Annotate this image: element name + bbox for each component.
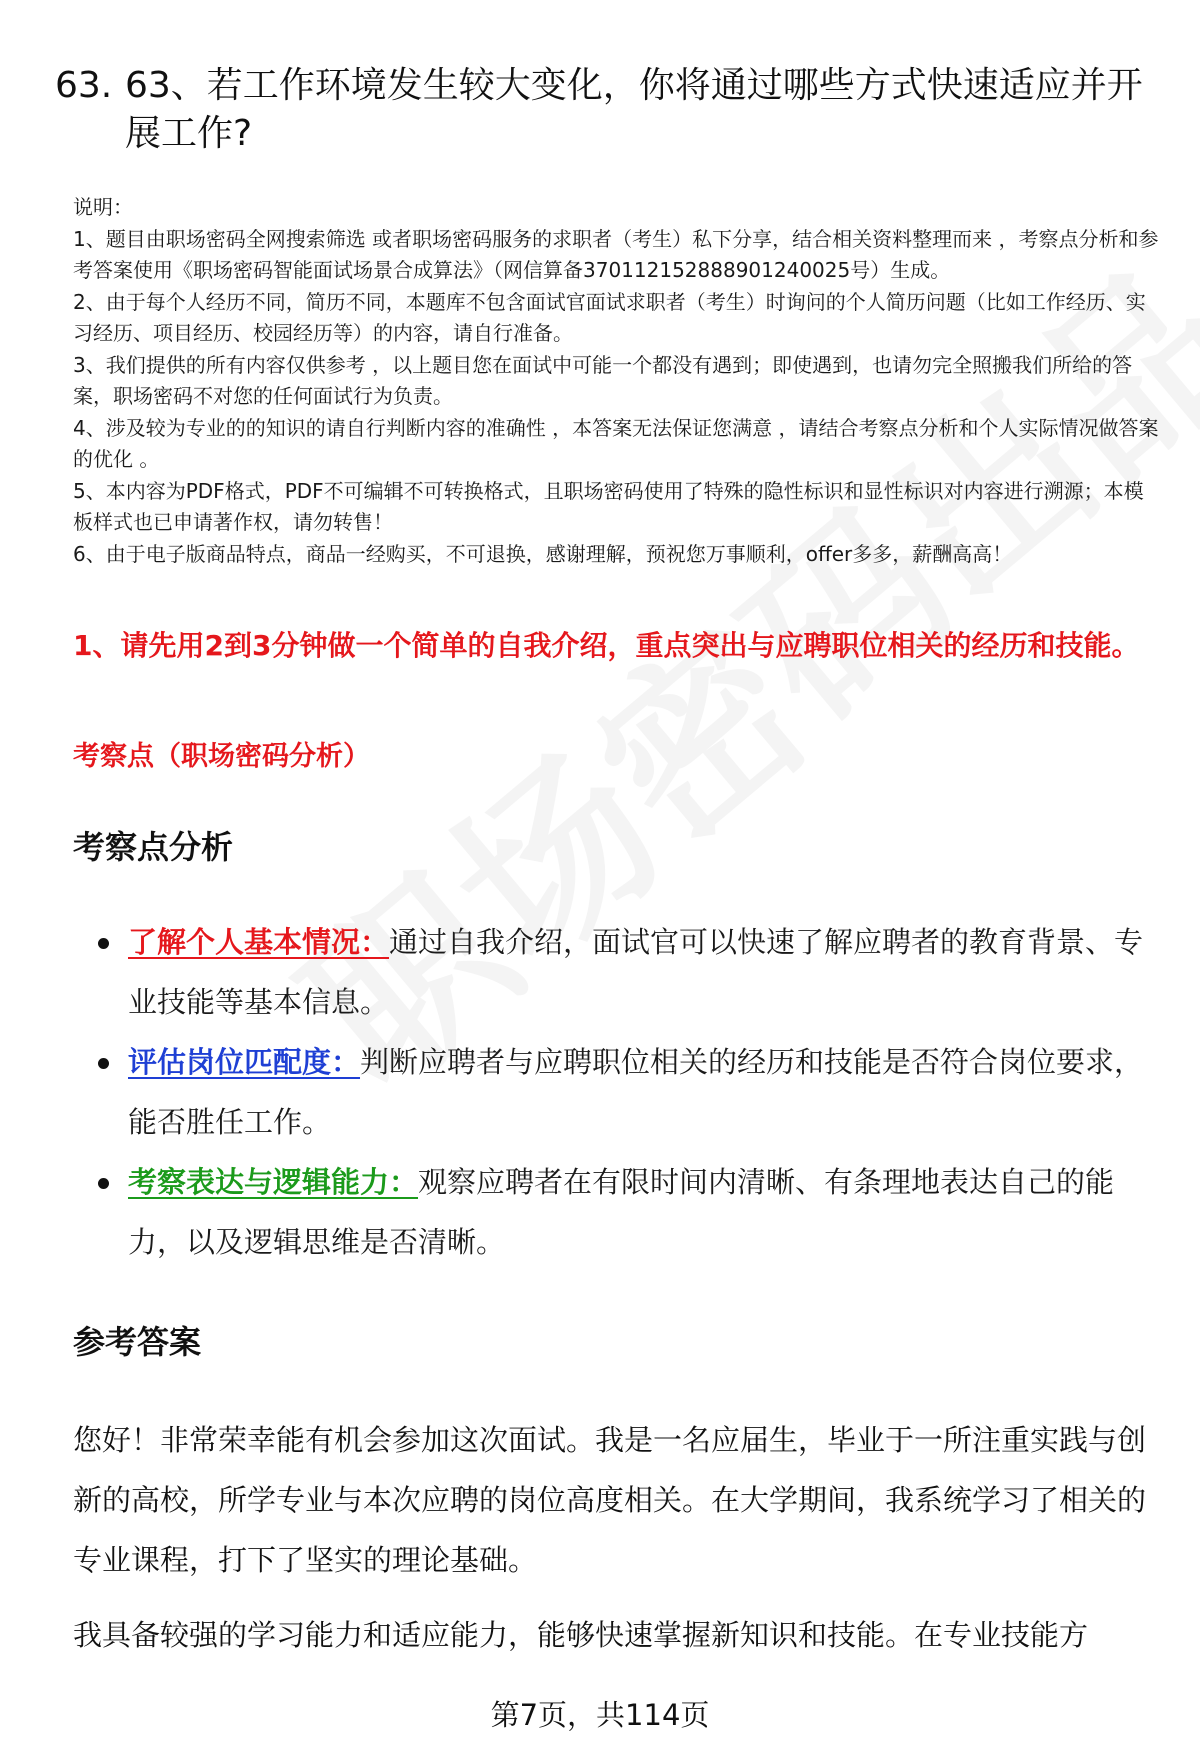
notes-title: 说明： [73,195,133,219]
bullet-term: 考察表达与逻辑能力： [128,1165,419,1199]
list-item [98,912,1158,1032]
bullet-icon [98,938,109,949]
question-text: 63、若工作环境发生较大变化，你将通过哪些方式快速适应并开展工作? [125,65,1143,154]
list-item [98,1032,1158,1152]
bullet-text: 观察应聘者在有限时间内清晰、有条理地表达自己的能力，以及逻辑思维是否清晰。 [128,1165,1115,1259]
note-item: 3、我们提供的所有内容仅供参考 ，以上题目您在面试中可能一个都没有遇到；即使遇到，也请勿完全照搬我们所给的答案，职场密码不对您的任何面试行为负责。 [73,352,1133,408]
note-item: 6、由于电子版商品特点，商品一经购买，不可退换，感谢理解，预祝您万事顺利，offer多多，薪酬高高！ [73,541,1013,566]
bullet-term: 评估岗位匹配度： [128,1045,361,1079]
note-item: 4、涉及较为专业的的知识的请自行判断内容的准确性 ，本答案无法保证您满意 ，请结合考察点分析和个人实际情况做答案的优化 。 [73,415,1159,471]
page-footer: 第7页，共114页 [490,1698,710,1732]
kaochadian-label: 考察点（职场密码分析） [73,741,370,772]
note-item: 1、题目由职场密码全网搜索筛选 或者职场密码服务的求职者（考生）私下分享，结合相关资料整理而来 ，考察点分析和参考答案使用《职场密码智能面试场景合成算法》（网信算备370112152888901240025号）生成。 [73,226,1159,282]
bullet-icon [98,1058,109,1069]
list-item [98,1152,1158,1272]
notes-section [73,192,1163,570]
analysis-list [98,912,1158,1272]
bullet-term: 了解个人基本情况： [128,925,390,959]
question-title [55,62,1165,158]
bullet-text: 通过自我介绍，面试官可以快速了解应聘者的教育背景、专业技能等基本信息。 [128,925,1144,1019]
answer-heading: 参考答案 [73,1323,202,1361]
answer-paragraph: 您好！非常荣幸能有机会参加这次面试。我是一名应届生，毕业于一所注重实践与创新的高校，所学专业与本次应聘的岗位高度相关。在大学期间，我系统学习了相关的专业课程，打下了坚实的理论基础。 [73,1423,1147,1577]
analysis-heading: 考察点分析 [73,828,234,866]
sub-question: 1、请先用2到3分钟做一个简单的自我介绍，重点突出与应聘职位相关的经历和技能。 [73,629,1140,662]
note-item: 5、本内容为PDF格式，PDF不可编辑不可转换格式，且职场密码使用了特殊的隐性标识和显性标识对内容进行溯源；本模板样式也已申请著作权，请勿转售！ [73,478,1144,534]
question-number: 63. [55,65,113,106]
bullet-text: 判断应聘者与应聘职位相关的经历和技能是否符合岗位要求，能否胜任工作。 [128,1045,1144,1139]
note-item: 2、由于每个人经历不同，简历不同，本题库不包含面试官面试求职者（考生）时询问的个人简历问题（比如工作经历、实习经历、项目经历、校园经历等）的内容，请自行准备。 [73,289,1146,345]
bullet-icon [98,1178,109,1189]
answer-paragraph: 我具备较强的学习能力和适应能力，能够快速掌握新知识和技能。在专业技能方 [73,1618,1089,1652]
